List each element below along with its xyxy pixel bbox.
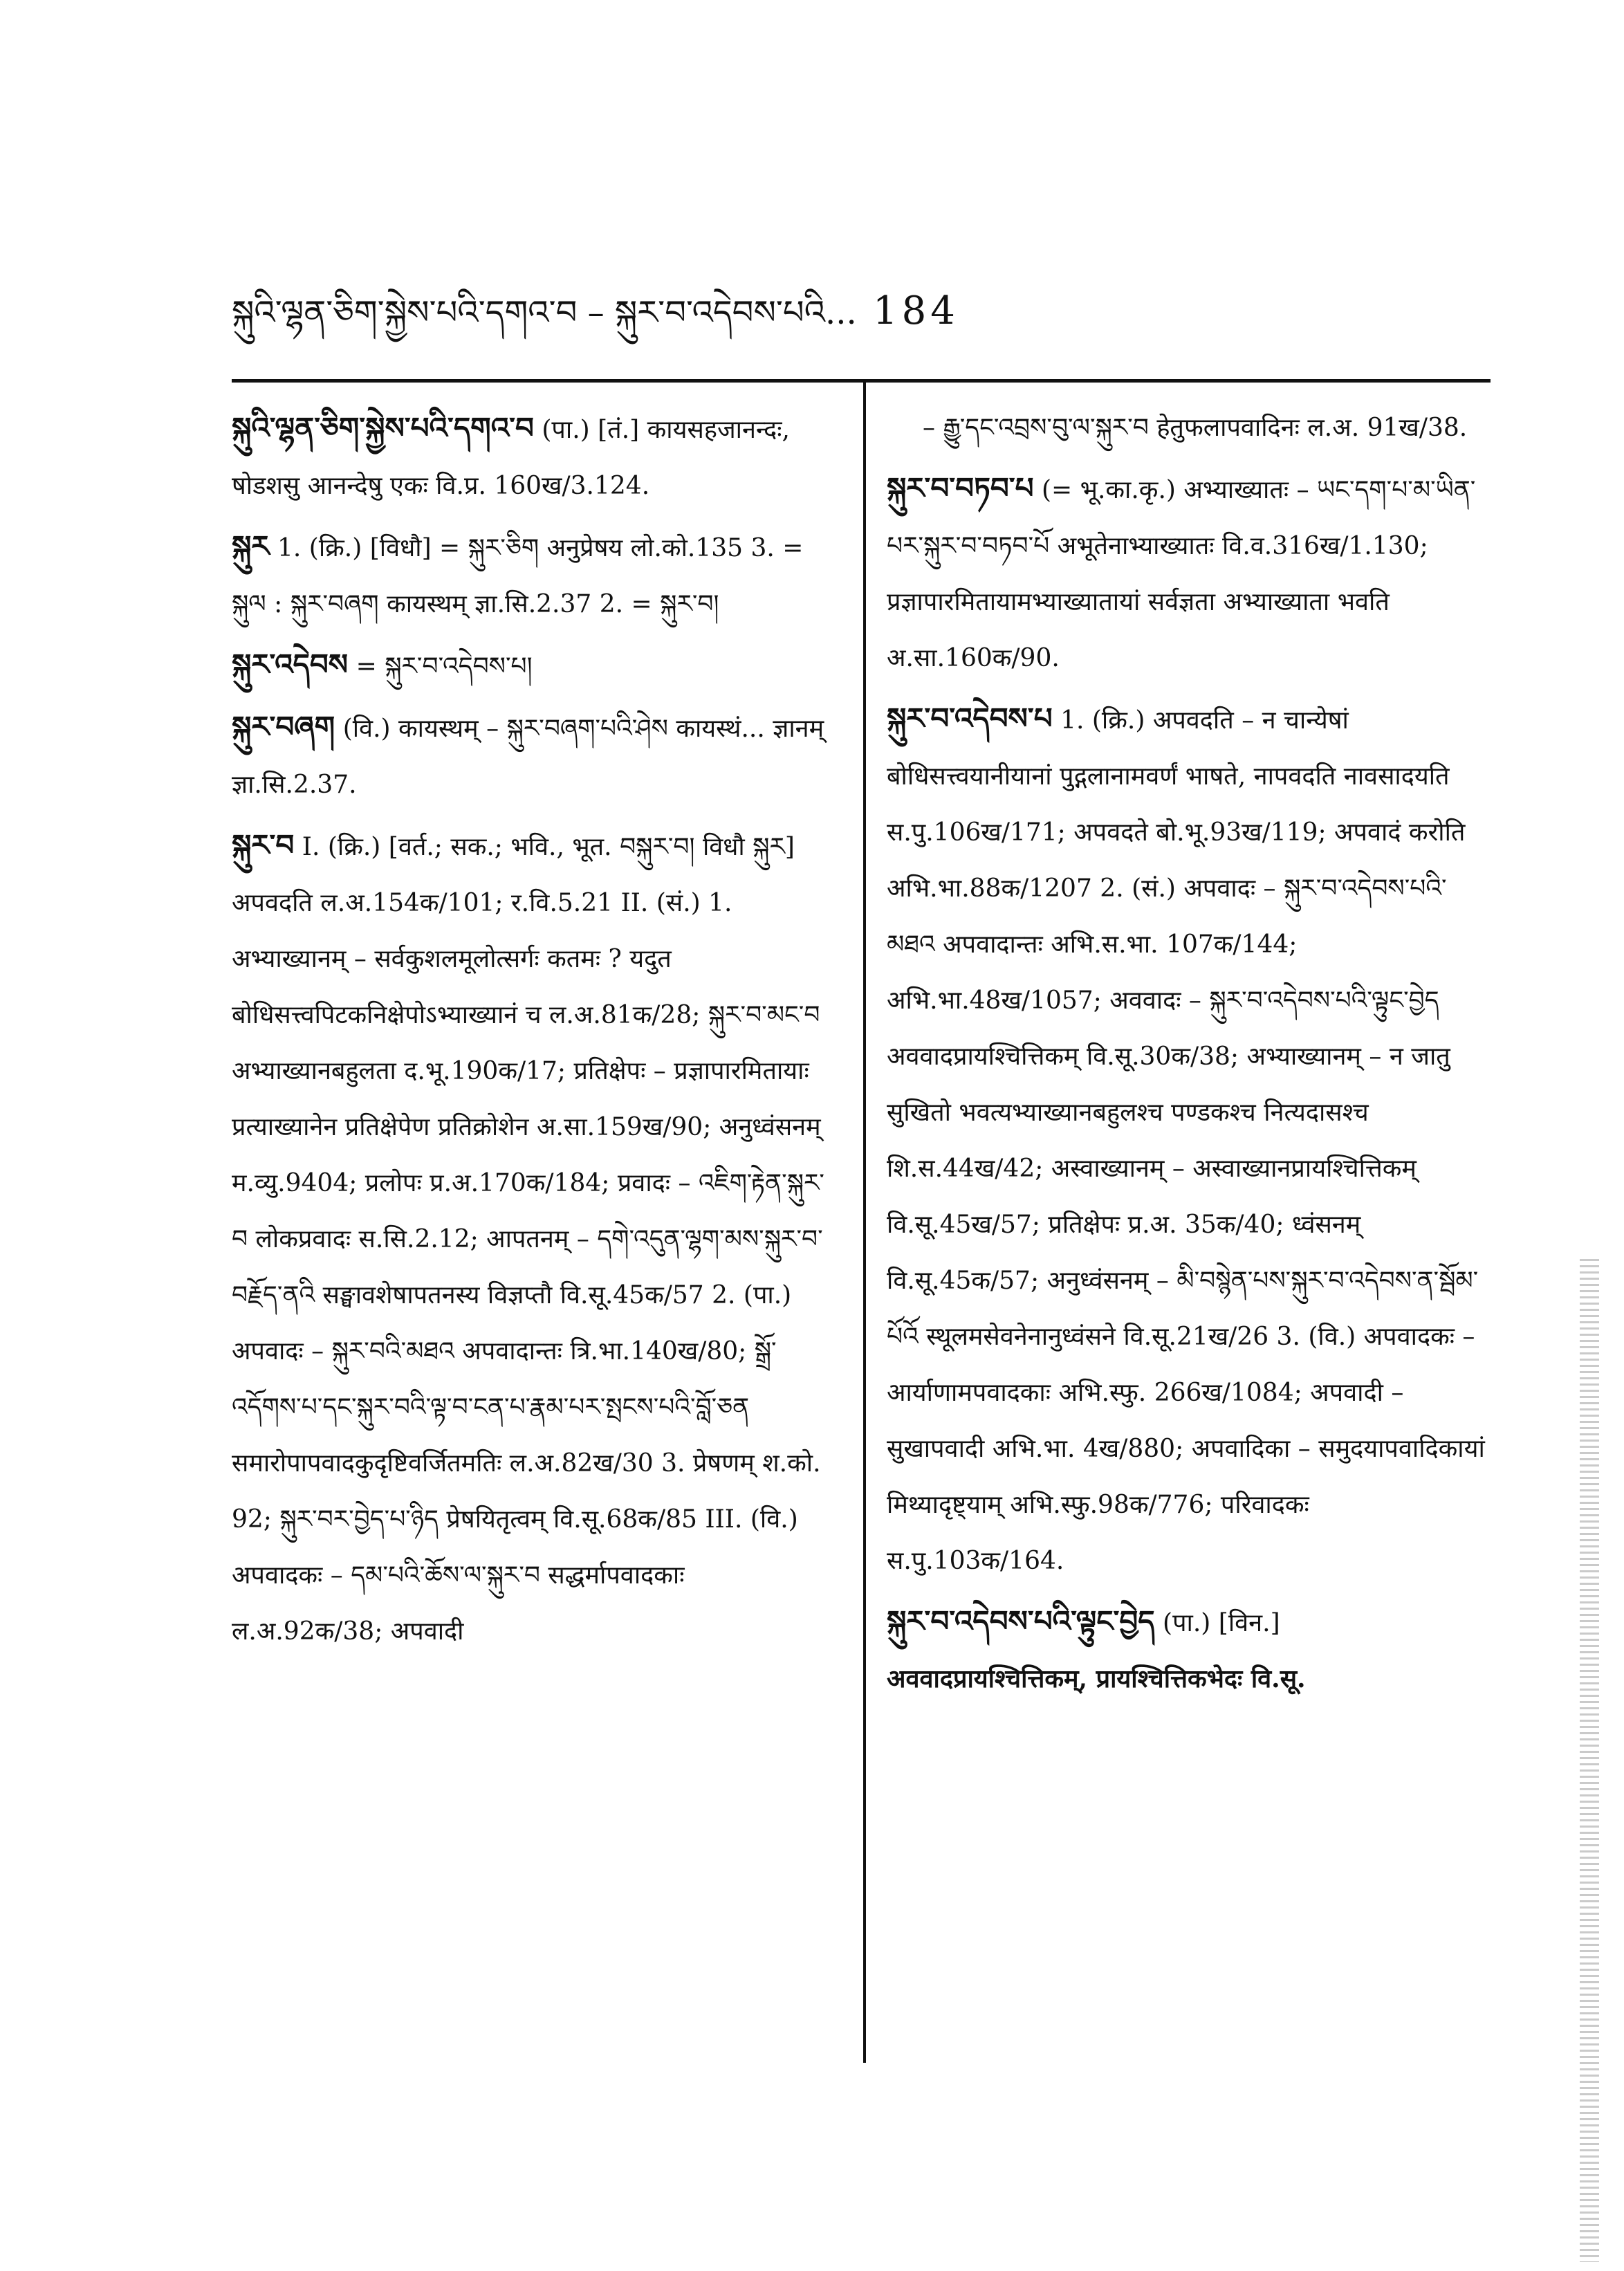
entry-body: I. (क्रि.) [वर्त.; सक.; भवि., भूत. བསྐུར་བ། विधौ སྐུར] अपवदति ल.अ.154क/101; र.वि.5.21 II. (सं.) 1. अभ्याख्यानम् – सर्वकुशलमूलोत्सर्गः कतमः ? यदुत बोधिसत्त्वपिटकनिक्षेपोऽभ्याख्यानं च ल.अ.81क/28; སྐུར་བ་མང་བ अभ्याख्यानबहुलता द.भू.190क/17; प्रतिक्षेपः – प्रज्ञापारमितायाः प्रत्याख्यानेन प्रतिक्षेपेण प्रतिक्रोशेन अ.सा.159ख/90; अनुध्वंसनम् म.व्यु.9404; प्रलोपः प्र.अ.170क/184; प्रवादः – འཇིག་རྟེན་སྐུར་བ लोकप्रवादः स.सि.2.12; आपतनम् – དགེ་འདུན་ལྷག་མས་སྐུར་བ་བརྗོད་ནའི सङ्घावशेषापतनस्य विज्ञप्तौ वि.सू.45क/57 2. (पा.) अपवादः – སྐུར་བའི་མཐའ अपवादान्तः त्रि.भा.140ख/80; སྒྲོ་འདོགས་པ་དང་སྐུར་བའི་ལྟ་བ་ངན་པ་རྣམ་པར་སྤངས་པའི་བློ་ཅན समारोपापवादकुदृष्टिवर्जितमतिः ल.अ.82ख/30 3. प्रेषणम् श.को. 92; སྐུར་བར་བྱེད་པ་ཉིད प्रेषयितृत्वम् वि.सू.68क/85 III. (वि.) अपवादकः – དམ་པའི་ཆོས་ལ་སྐུར་བ सद्धर्मापवादकाः ल.अ.92क/38; अपवादी <box>232 833 824 1646</box>
entry-headword: སྐུར་བ་བཏབ་པ <box>887 471 1034 505</box>
entry-headword: སྐུར་བཞག <box>232 710 335 744</box>
entry-body: कायसहजानन्दः, षोडशसु आनन्देषु एकः वि.प्र. 160ख/3.124. <box>232 416 790 500</box>
entry <box>232 400 840 514</box>
entry <box>887 460 1488 686</box>
scan-edge-noise <box>1580 1259 1599 2262</box>
entry <box>232 699 840 813</box>
entry <box>232 817 840 1659</box>
column-divider <box>863 382 866 2063</box>
entry-headword: སྐུར་བ <box>232 828 295 862</box>
header-title: སྐུའི་ལྷན་ཅིག་སྐྱེས་པའི་དགའ་བ – སྐུར་བ་འདེབས་པའི... <box>232 293 857 332</box>
entry-continuation <box>887 400 1488 456</box>
entry <box>232 518 840 632</box>
entry-body: – རྒྱུ་དང་འབྲས་བུ་ལ་སྐུར་བ हेतुफलापवादिनः ल.अ. 91ख/38. <box>923 414 1468 442</box>
entry-body: (= भू.का.कृ.) अभ्याख्यातः – ཡང་དག་པ་མ་ཡིན་པར་སྐུར་བ་བཏབ་པོ अभूतेनाभ्याख्यातः वि.व.316ख/1.130; प्रज्ञापारमितायामभ्याख्यातायां सर्वज्ञता अभ्याख्याता भवति अ.सा.160क/90. <box>887 476 1476 672</box>
entry <box>887 1593 1488 1707</box>
entry-headword: སྐུར་བ་འདེབས་པ <box>887 701 1053 735</box>
entry-pos: (पा.) [विन.] <box>1163 1609 1280 1637</box>
entry-body: = སྐུར་བ་འདེབས་པ། <box>356 652 533 681</box>
header-rule <box>232 379 1491 383</box>
entry-headword: སྐུར་འདེབས <box>232 647 349 681</box>
right-column <box>887 400 1488 2060</box>
entry-body: 1. (क्रि.) अपवदति – न चान्येषां बोधिसत्त्वयानीयानां पुद्गलानामवर्णं भाषते, नापवदति नावसादयति स.पु.106ख/171; अपवदते बो.भू.93ख/119; अपवादं करोति अभि.भा.88क/1207 2. (सं.) अपवादः – སྐུར་བ་འདེབས་པའི་མཐའ अपवादान्तः अभि.स.भा. 107क/144; अभि.भा.48ख/1057; अववादः – སྐུར་བ་འདེབས་པའི་ལྟུང་བྱེད अववादप्रायश्चित्तिकम् वि.सू.30क/38; अभ्याख्यानम् – न जातु सुखितो भवत्यभ्याख्यानबहुलश्च पण्डकश्च नित्यदासश्च शि.स.44ख/42; अस्वाख्यानम् – अस्वाख्यानप्रायश्चित्तिकम् वि.सू.45ख/57; प्रतिक्षेपः प्र.अ. 35क/40; ध्वंसनम् वि.सू.45क/57; अनुध्वंसनम् – མི་བསྙེན་པས་སྐུར་བ་འདེབས་ན་སྦོམ་པོའོ स्थूलमसेवनेनानुध्वंसने वि.सू.21ख/26 3. (वि.) अपवादकः – आर्याणामपवादकाः अभि.स्फु. 266ख/1084; अपवादी – सुखापवादी अभि.भा. 4ख/880; अपवादिका – समुदयापवादिकायां मिथ्यादृष्ट्याम् अभि.स्फु.98क/776; परिवादकः स.पु.103क/164. <box>887 706 1485 1575</box>
entry-headword: སྐུའི་ལྷན་ཅིག་སྐྱེས་པའི་དགའ་བ <box>232 411 534 445</box>
entry-pos: (पा.) [तं.] <box>542 416 640 444</box>
entry-headword: སྐུར <box>232 529 270 563</box>
left-column <box>232 400 840 2060</box>
entry-pos: (वि.) <box>342 715 391 743</box>
entry <box>232 636 840 695</box>
running-header <box>232 280 1477 342</box>
entry-headword: སྐུར་བ་འདེབས་པའི་ལྟུང་བྱེད <box>887 1604 1155 1638</box>
page-number: 184 <box>872 288 959 333</box>
entry-body: अववादप्रायश्चित्तिकम्, प्रायश्चित्तिकभेदः वि.सू. <box>887 1664 1306 1693</box>
entry-body: 1. (क्रि.) [विधौ] = སྐུར་ཅིག अनुप्रेषय लो.को.135 3. = སྐུལ : སྐུར་བཞག कायस्थम् ज्ञा.सि.2.37 2. = སྐུར་བ། <box>232 534 804 618</box>
entry-body: कायस्थम् – སྐུར་བཞག་པའི་ཤེས कायस्थं... ज्ञानम् ज्ञा.सि.2.37. <box>232 715 824 799</box>
entry <box>887 690 1488 1589</box>
